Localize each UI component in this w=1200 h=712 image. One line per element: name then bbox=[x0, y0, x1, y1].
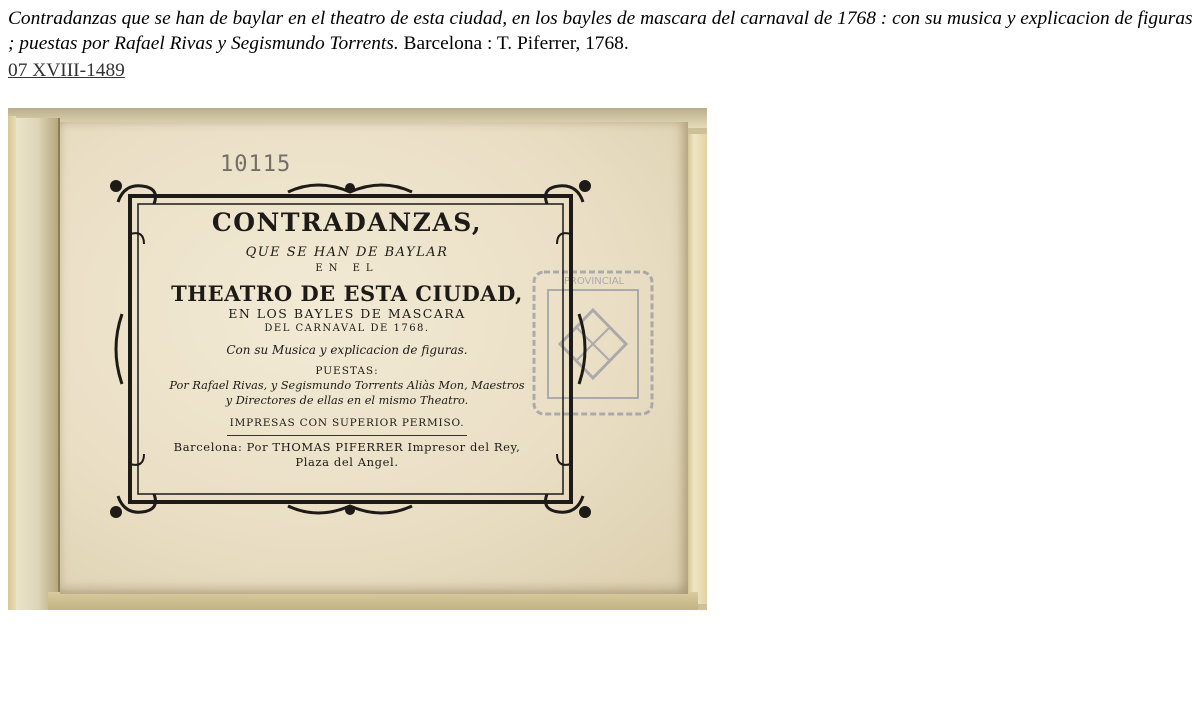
tp-line-3: EN EL bbox=[315, 263, 379, 274]
tp-line-2: QUE SE HAN DE BAYLAR bbox=[245, 245, 449, 260]
tp-line-9: Por Rafael Rivas, y Segismundo Torrents Aliàs Mon, Maestros bbox=[169, 379, 525, 392]
tp-line-11: IMPRESAS CON SUPERIOR PERMISO. bbox=[229, 417, 465, 429]
shelfmark-link[interactable]: 07 XVIII-1489 bbox=[8, 60, 125, 81]
tp-line-7: Con su Musica y explicacion de figuras. bbox=[226, 343, 468, 357]
tp-rule bbox=[227, 435, 467, 436]
tp-line-10: y Directores de ellas en el mismo Theatro. bbox=[225, 394, 469, 407]
svg-text:PROVINCIAL: PROVINCIAL bbox=[563, 276, 625, 287]
tp-line-13: Plaza del Angel. bbox=[295, 455, 399, 469]
tp-line-4: THEATRO DE ESTA CIUDAD, bbox=[171, 281, 523, 306]
title-page-text bbox=[122, 208, 572, 470]
tp-line-8: PUESTAS: bbox=[315, 365, 379, 377]
tp-title: CONTRADANZAS, bbox=[211, 208, 483, 237]
tp-line-12: Barcelona: Por THOMAS PIFERRER Impresor del Rey, bbox=[173, 440, 521, 454]
accession-number: 10115 bbox=[220, 152, 292, 177]
record-title: Contradanzas que se han de baylar en el theatro de esta ciudad, en los bayles de mascara del carnaval de 1768 : con su musica y explicacion de figuras ; puestas por Rafael Rivas y Segismundo Torrents. bbox=[8, 8, 1193, 54]
title-page-photo bbox=[8, 108, 707, 610]
record-imprint: Barcelona : T. Piferrer, 1768. bbox=[403, 33, 629, 54]
tp-line-5: EN LOS BAYLES DE MASCARA bbox=[228, 306, 466, 321]
tp-line-6: DEL CARNAVAL DE 1768. bbox=[264, 323, 430, 334]
catalog-record bbox=[8, 6, 1196, 56]
